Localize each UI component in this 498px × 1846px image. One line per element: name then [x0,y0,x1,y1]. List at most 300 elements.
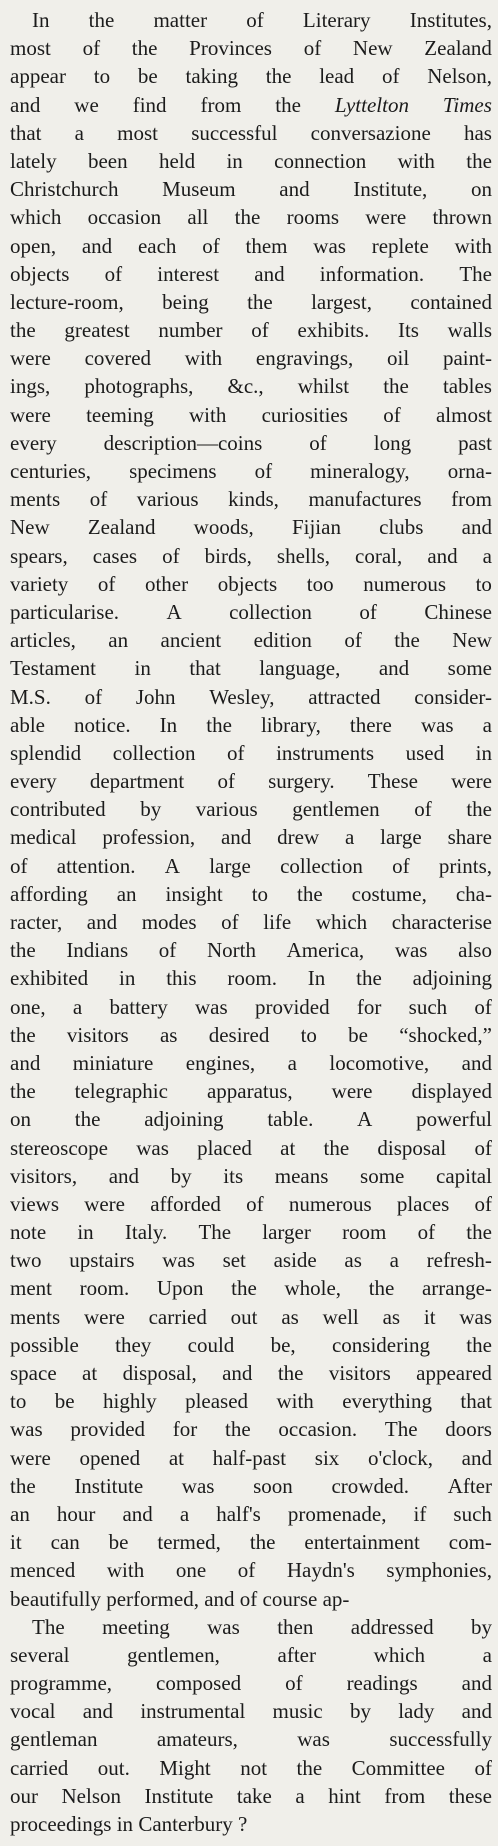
word: as [159,1022,178,1047]
word: the [10,938,36,963]
word: library, [260,712,321,737]
word: and [378,656,410,681]
text-line [10,683,492,711]
word: Its [397,318,419,343]
text-line [10,1246,492,1274]
word: desired [208,1022,270,1047]
word: the [249,1530,276,1555]
word: be [137,64,158,89]
word: were [83,1304,125,1329]
word: doors [445,1417,492,1442]
word: take [236,1783,272,1808]
word: carried [148,1304,207,1329]
word: medical [10,825,77,850]
word: several [10,1642,70,1667]
article-column [10,6,492,1838]
word: insight [165,881,223,906]
word: the [466,1220,492,1245]
word: photographs, [84,374,194,399]
word: walls [447,318,492,343]
word: M.S. [10,684,51,709]
word: out. [97,1755,130,1780]
word: from [384,1783,426,1808]
word: has [463,120,492,145]
text-line [10,147,492,175]
word: consider- [414,684,492,709]
word: instrumental [140,1699,246,1724]
text-line [10,91,492,119]
word: our [10,1783,38,1808]
word: was [459,1304,492,1329]
word: were [10,1445,51,1470]
word: New [452,628,492,653]
word: symphonies, [386,1558,492,1583]
word: at [168,1445,184,1470]
word: be [348,1022,368,1047]
word: almost [435,402,492,427]
word: amateurs, [156,1727,238,1752]
text-line [10,1134,492,1162]
word: pleased [185,1389,249,1414]
word: and [279,177,310,202]
word: A [164,853,180,878]
word: a [74,120,84,145]
word: refresh- [426,1248,492,1273]
word: share [447,825,492,850]
word: of [474,1135,492,1160]
word: arrange- [421,1276,492,1301]
text-line [10,429,492,457]
word: ancient [160,628,222,653]
word: splendid [10,740,82,765]
word: visitors, [10,1163,78,1188]
word: attention. [56,853,136,878]
word: of [10,853,28,878]
word: readings [346,1671,418,1696]
text-line [10,62,492,90]
word: room. [227,966,277,991]
word: and [254,261,285,286]
word: that [460,1389,492,1414]
word: in [475,740,492,765]
word: for [356,994,382,1019]
word: to [93,64,111,89]
word: of [383,402,401,427]
word: information. [319,261,425,286]
word: everything [342,1389,433,1414]
text-line [10,823,492,851]
word: locomotive, [329,1050,430,1075]
word: programme, [10,1671,113,1696]
text-line [10,570,492,598]
word: a [389,1248,399,1273]
text-line [10,316,492,344]
word: the [74,1107,101,1132]
word: variety [10,571,69,596]
word: miniature [72,1050,154,1075]
word: in [77,1220,94,1245]
word: the [131,36,158,61]
word: were [331,1079,373,1104]
word: and [122,1501,153,1526]
word: termed, [157,1530,221,1555]
text-line [10,372,492,400]
word: the [206,712,232,737]
word: the [466,148,492,173]
word: one [175,1558,207,1583]
word: a [287,1050,297,1075]
word: which [315,910,368,934]
word: addressed [350,1614,434,1639]
word: Literary [302,8,371,32]
word: Might [159,1755,211,1780]
word: most [10,36,51,61]
text-line [10,1782,492,1810]
word: each [137,233,177,258]
word: in [119,966,136,991]
word: successful [191,120,278,145]
word: hint [328,1783,361,1808]
text-line [10,711,492,739]
word: with [106,1558,145,1583]
word: every [10,769,57,794]
word: and [86,910,118,934]
text-line [10,1218,492,1246]
word: of [474,1755,492,1780]
word: and [10,92,41,117]
text-line [10,795,492,823]
word: places [396,1191,450,1216]
text-line [10,1810,492,1838]
word: of [221,910,239,934]
word: these [448,1783,492,1808]
word: and [461,1671,492,1696]
word: numerous [363,571,447,596]
word: exhibited [10,966,89,991]
word: Wesley, [209,684,275,709]
text-line [10,457,492,485]
word: of [217,769,235,794]
word: menced [10,1558,76,1583]
word: the [247,289,273,314]
word: to [10,1389,27,1414]
word: shells, [276,543,331,568]
word: were [10,346,51,371]
word: the [234,205,261,230]
word: a [482,543,492,568]
word: used [405,740,445,765]
word: Christchurch [10,177,119,202]
word: gentleman [10,1727,98,1752]
word: be [108,1530,129,1555]
word: upstairs [69,1248,135,1273]
word: thrown [432,205,492,230]
word: to [251,881,269,906]
word: were [451,769,492,794]
word: gentlemen [292,797,380,822]
word: Museum [162,177,236,202]
word: Zealand [87,515,156,540]
word: of [285,1671,303,1696]
word: telegraphic [74,1079,168,1104]
word: engravings, [255,346,354,371]
word: America, [286,938,365,963]
word: of [392,853,410,878]
word: kinds, [228,487,279,512]
word: stereoscope [10,1135,108,1160]
text-line [10,1444,492,1472]
word: and [220,825,252,850]
word: surgery. [268,769,335,794]
paragraph-1 [10,6,492,1613]
word: North [206,938,256,963]
word: by [349,1699,371,1724]
text-line [10,1021,492,1049]
word: held [158,148,196,173]
word: Fijian [291,515,341,540]
word: means [274,1163,329,1188]
word: greatest [64,318,130,343]
text-line [10,1387,492,1415]
word: curiosities [261,402,348,427]
word: o'clock, [367,1445,433,1470]
word: Canterbury [138,1812,233,1836]
word: as [281,1304,299,1329]
word: connection [274,148,367,173]
word: teeming [86,402,154,427]
word: to [475,571,492,596]
word: The [384,1417,418,1442]
word: were [84,1191,125,1216]
text-line [10,1472,492,1500]
word: the [231,1276,257,1301]
word: also [458,938,492,963]
word: could [187,1332,235,1357]
text-line [10,1077,492,1105]
word: as [344,1248,362,1273]
word: costume, [351,881,427,906]
word: mineralogy, [310,459,410,483]
word: vocal [10,1699,56,1724]
text-line [10,1331,492,1359]
word: replete [371,233,429,258]
word: room [342,1220,387,1245]
word: the [466,797,492,822]
word: of [237,1558,256,1583]
text-line [10,6,492,34]
word: provided [254,994,330,1019]
text-line [10,936,492,964]
word: every [10,430,57,455]
text-line [10,485,492,513]
word: most [117,120,159,145]
word: entertainment [304,1530,420,1555]
word: such [408,994,448,1019]
word: note [10,1220,47,1245]
word: as [382,1304,401,1329]
word: with [397,148,435,173]
word: In [307,966,326,991]
text-line [10,852,492,880]
word: open, [10,233,57,258]
word: of [251,318,269,343]
word: placed [197,1135,252,1160]
word: rooms [286,205,340,230]
word: meeting [102,1614,170,1639]
text-line [10,1613,492,1641]
word: prints, [438,853,492,878]
word: and [461,1050,492,1075]
word: “shocked,” [399,1022,492,1047]
word: modes [141,910,197,934]
word: such [453,1501,492,1526]
word: apparatus, [206,1079,293,1104]
word: opened [79,1445,141,1470]
word: visitors [328,1361,391,1385]
word: orna- [447,459,492,483]
word: the [88,8,115,32]
word: ments [10,1304,61,1329]
word: by [170,1163,192,1188]
word: Testament [10,656,96,681]
word: a [179,1501,190,1526]
word: highly [102,1389,157,1414]
text-line [10,260,492,288]
word: proceedings [10,1812,112,1836]
word: of [309,430,327,455]
word: and [461,1699,492,1724]
word: the [10,1473,36,1498]
word: the [323,1135,350,1160]
word: which [373,1642,425,1667]
word: a [482,1642,492,1667]
word: manufactures [308,487,422,512]
text-line [10,513,492,541]
word: them [245,233,288,258]
word: appear [10,64,66,89]
word: in [116,1812,134,1836]
word: by [140,797,162,822]
word: racter, [10,910,63,934]
word: the [297,881,323,906]
text-line [10,1049,492,1077]
word: carried [10,1755,69,1780]
paragraph-2 [10,1613,492,1839]
text-line [10,1754,492,1782]
word: of [104,261,123,286]
word: of [89,487,108,512]
word: objects [10,261,70,286]
word: Indians [66,938,129,963]
word: and [81,233,113,258]
word: on [10,1107,31,1132]
word: of [158,938,177,963]
word: of [344,628,362,653]
word: been [87,148,128,173]
word: was [420,712,454,737]
word: aside [273,1248,317,1273]
word: to [300,1022,317,1047]
word: Provinces [189,36,272,61]
text-line [10,1500,492,1528]
word: life [263,910,292,934]
word: objects [217,571,278,596]
word: adjoining [144,1107,224,1132]
word: taking [185,64,238,89]
text-line [10,739,492,767]
word: of [246,8,264,32]
text-line [10,175,492,203]
word: Institute, [353,177,428,202]
text-line [10,880,492,908]
word: of [381,64,400,89]
word: some [447,656,492,681]
word: table. [267,1107,314,1132]
word: A [166,599,182,624]
word: ap- [322,1586,350,1611]
word: was [10,1417,43,1442]
word: matter [153,8,208,32]
word: specimens [129,459,217,483]
word: was [394,938,428,963]
word: New [352,36,393,61]
word: edition [253,628,312,653]
word: on [470,177,492,202]
word: afforded [150,1191,221,1216]
word: of [239,1586,258,1611]
word: Times [442,92,492,117]
word: ings, [10,374,51,399]
word: Upon [156,1276,204,1301]
word: a [295,1783,305,1808]
word: and [10,1050,41,1075]
word: large [209,853,251,878]
word: find [132,92,167,117]
word: in [226,148,243,173]
word: Institute [74,1473,144,1498]
word: course [262,1586,318,1611]
word: coral, [355,543,403,568]
word: if [413,1501,427,1526]
word: In [159,712,178,737]
word: spears, [10,543,68,568]
word: its [223,1163,244,1188]
word: past [458,430,492,455]
word: a [72,994,83,1019]
word: woods, [193,515,254,540]
text-line [10,1190,492,1218]
word: ? [238,1812,248,1836]
word: and [222,1361,253,1385]
word: Institutes, [409,8,492,32]
word: the [10,1079,36,1104]
word: various [195,797,258,822]
word: for [172,1417,198,1442]
word: at [280,1135,296,1160]
word: the [277,1361,304,1385]
word: was [297,1727,330,1752]
word: contributed [10,797,106,822]
word: articles, [10,628,76,653]
word: provided [70,1417,146,1442]
word: large [380,825,422,850]
text-line [10,1359,492,1387]
word: instruments [276,740,375,765]
word: of [417,1220,436,1245]
word: centuries, [10,459,92,483]
word: and [82,1699,114,1724]
word: lead [319,64,355,89]
